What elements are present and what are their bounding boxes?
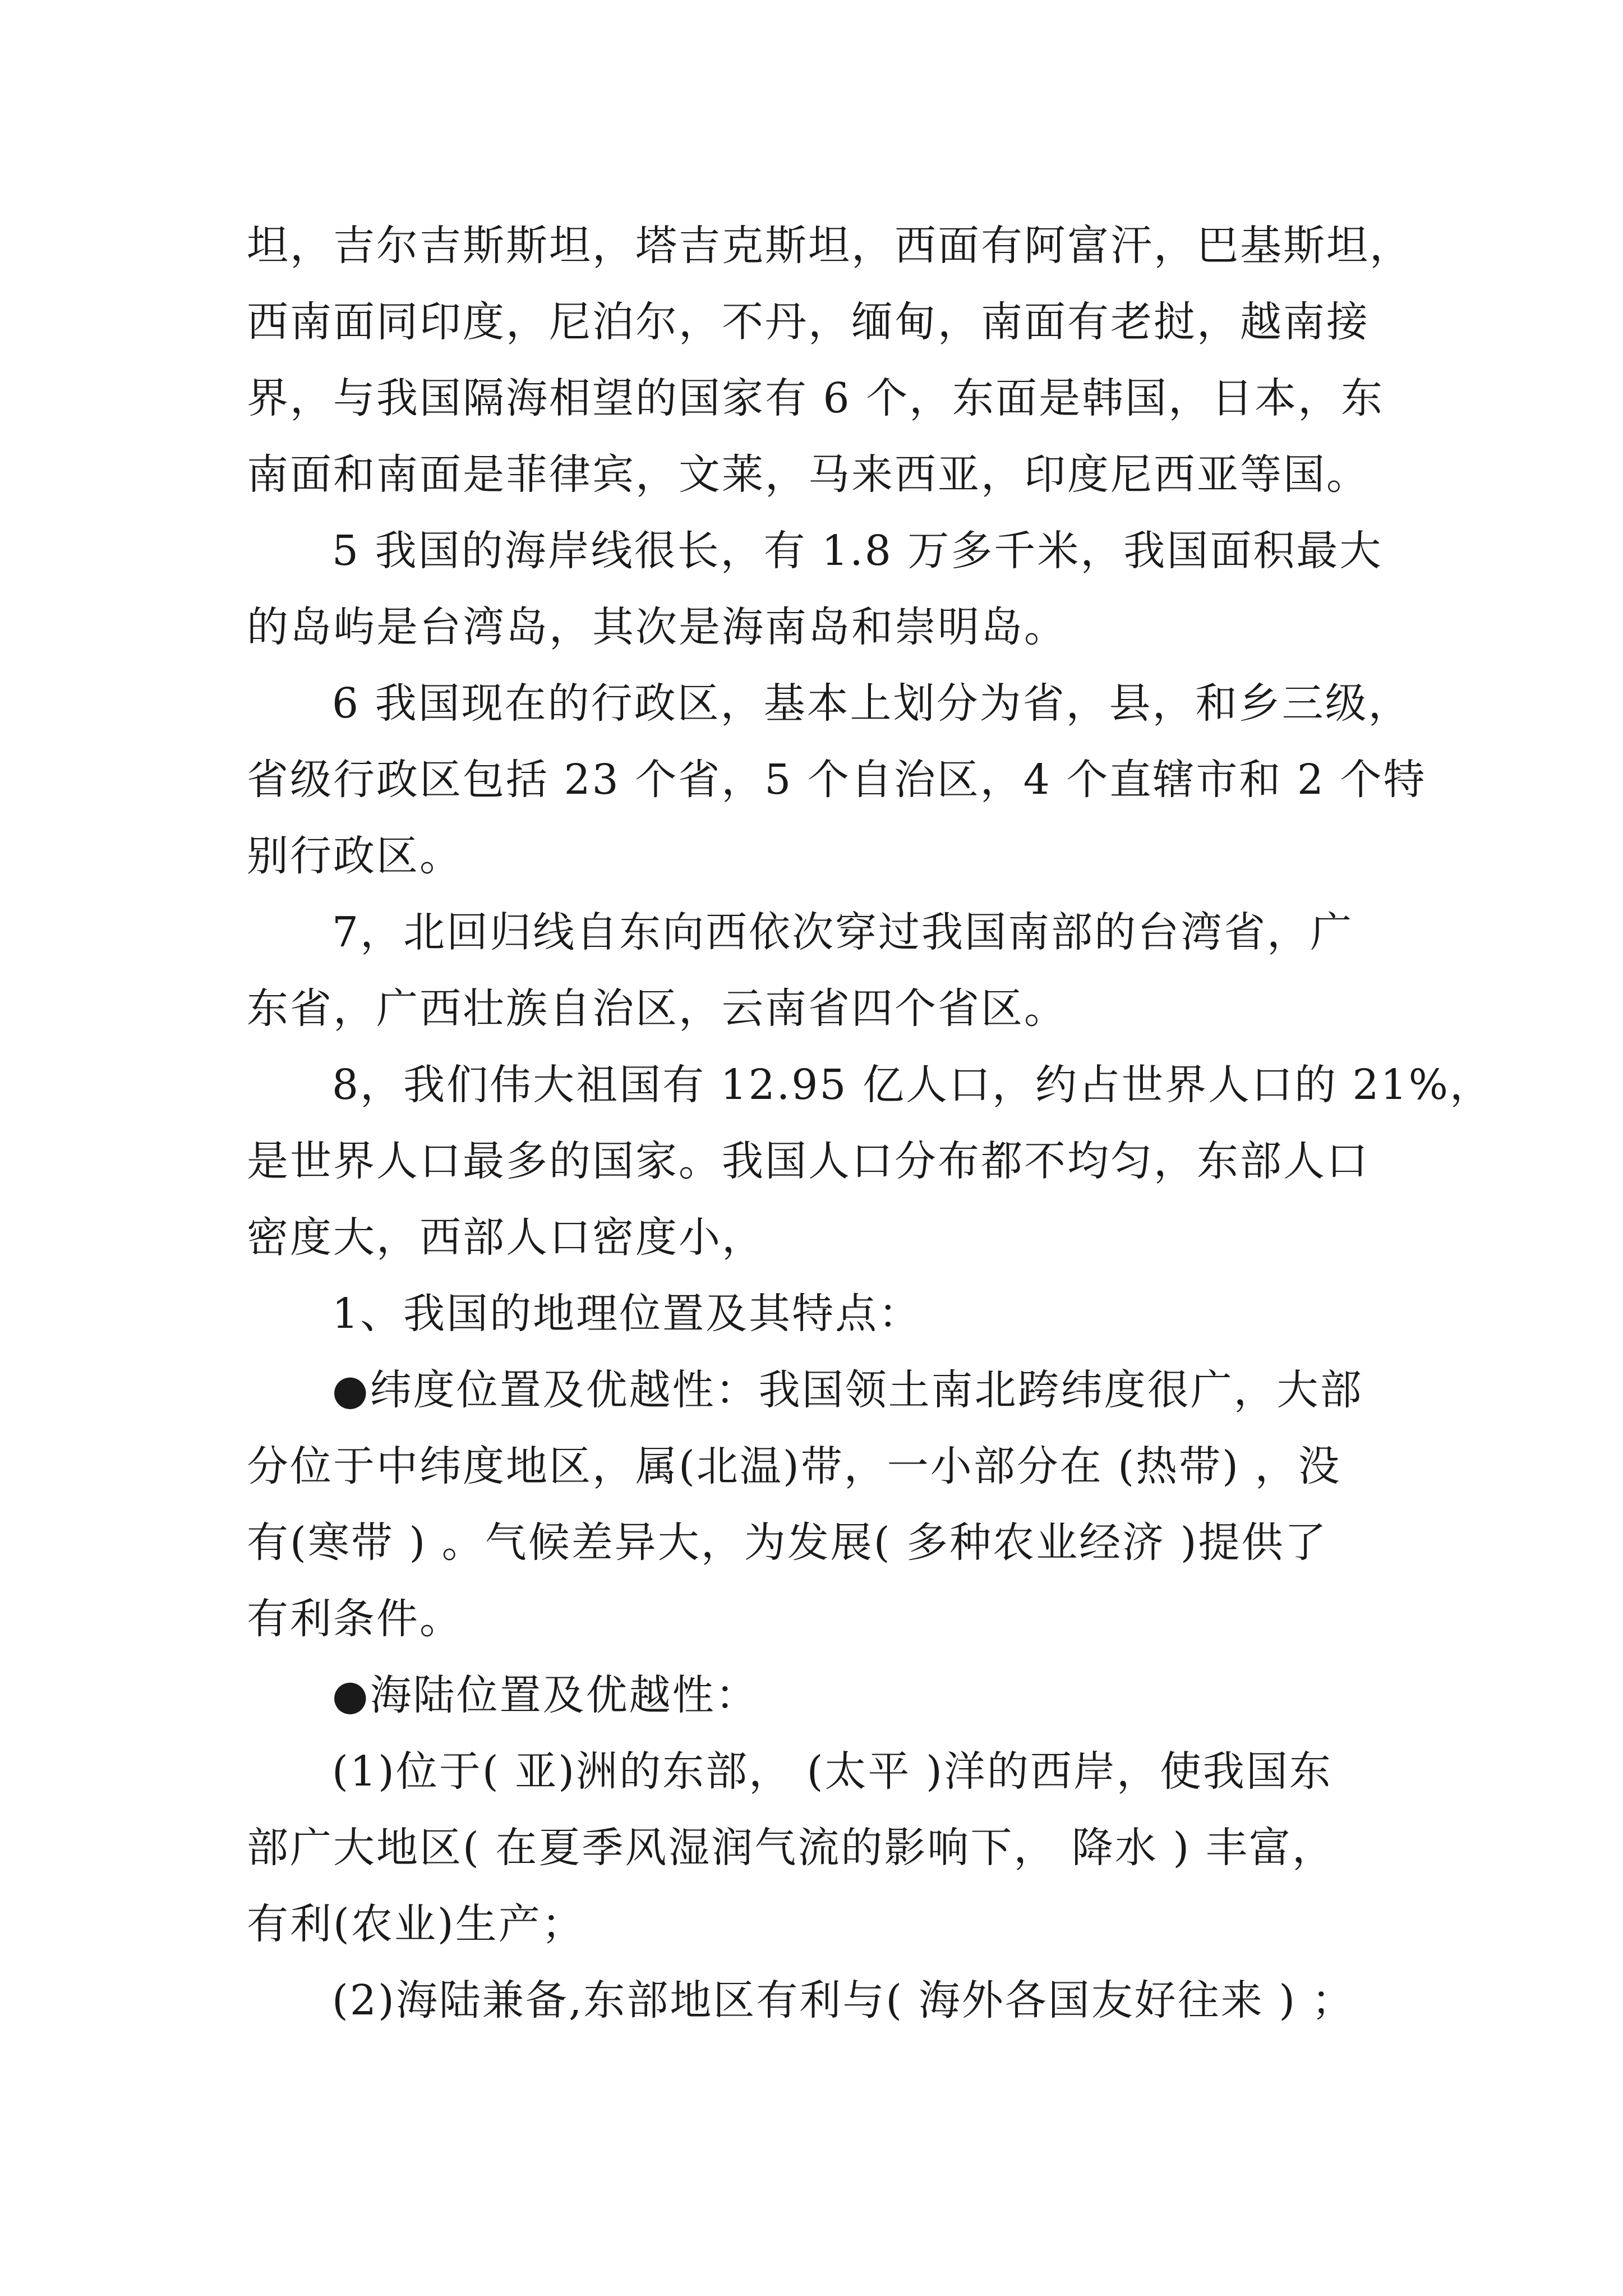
text-line: 部广大地区( 在夏季风湿润气流的影响下， 降水 ) 丰富， bbox=[247, 1824, 1335, 1872]
text-line: 有利(农业)生产； bbox=[247, 1900, 585, 1948]
text-line: 分位于中纬度地区，属(北温)带，一小部分在 (热带) ，没 bbox=[247, 1442, 1341, 1490]
text-line: 西南面同印度，尼泊尔，不丹，缅甸，南面有老挝，越南接 bbox=[247, 298, 1370, 346]
text-line: 坦，吉尔吉斯斯坦，塔吉克斯坦，西面有阿富汗，巴基斯坦， bbox=[247, 222, 1413, 270]
text-line: 有(寒带 ) 。气候差异大，为发展( 多种农业经济 )提供了 bbox=[247, 1519, 1328, 1567]
text-line: 有利条件。 bbox=[247, 1595, 463, 1643]
text-line: 8，我们伟大祖国有 12.95 亿人口，约占世界人口的 21%， bbox=[332, 1061, 1493, 1109]
text-line: (1)位于( 亚)洲的东部， (太平 )洋的西岸，使我国东 bbox=[332, 1747, 1332, 1796]
text-line: 6 我国现在的行政区，基本上划分为省，县，和乡三级， bbox=[332, 679, 1412, 728]
text-line: 别行政区。 bbox=[247, 832, 463, 880]
text-line: 东省，广西壮族自治区，云南省四个省区。 bbox=[247, 984, 1067, 1033]
text-line: ●海陆位置及优越性： bbox=[332, 1671, 759, 1719]
text-line: 是世界人口最多的国家。我国人口分布都不均匀，东部人口 bbox=[247, 1137, 1370, 1185]
text-line: 7，北回归线自东向西依次穿过我国南部的台湾省，广 bbox=[332, 908, 1354, 956]
text-line: (2)海陆兼备,东部地区有利与( 海外各国友好往来 ) ； bbox=[332, 1976, 1355, 2024]
text-line: 的岛屿是台湾岛，其次是海南岛和崇明岛。 bbox=[247, 603, 1067, 651]
text-line: 省级行政区包括 23 个省，5 个自治区，4 个直辖市和 2 个特 bbox=[247, 756, 1427, 804]
text-line: 密度大，西部人口密度小， bbox=[247, 1213, 765, 1262]
text-line: 南面和南面是菲律宾，文莱，马来西亚，印度尼西亚等国。 bbox=[247, 450, 1370, 499]
text-line: 1、我国的地理位置及其特点： bbox=[332, 1290, 922, 1338]
text-line: 界，与我国隔海相望的国家有 6 个，东面是韩国，日本，东 bbox=[247, 374, 1385, 422]
text-line: ●纬度位置及优越性：我国领土南北跨纬度很广，大部 bbox=[332, 1366, 1363, 1414]
text-line: 5 我国的海岸线很长，有 1.8 万多千米，我国面积最大 bbox=[332, 527, 1383, 575]
